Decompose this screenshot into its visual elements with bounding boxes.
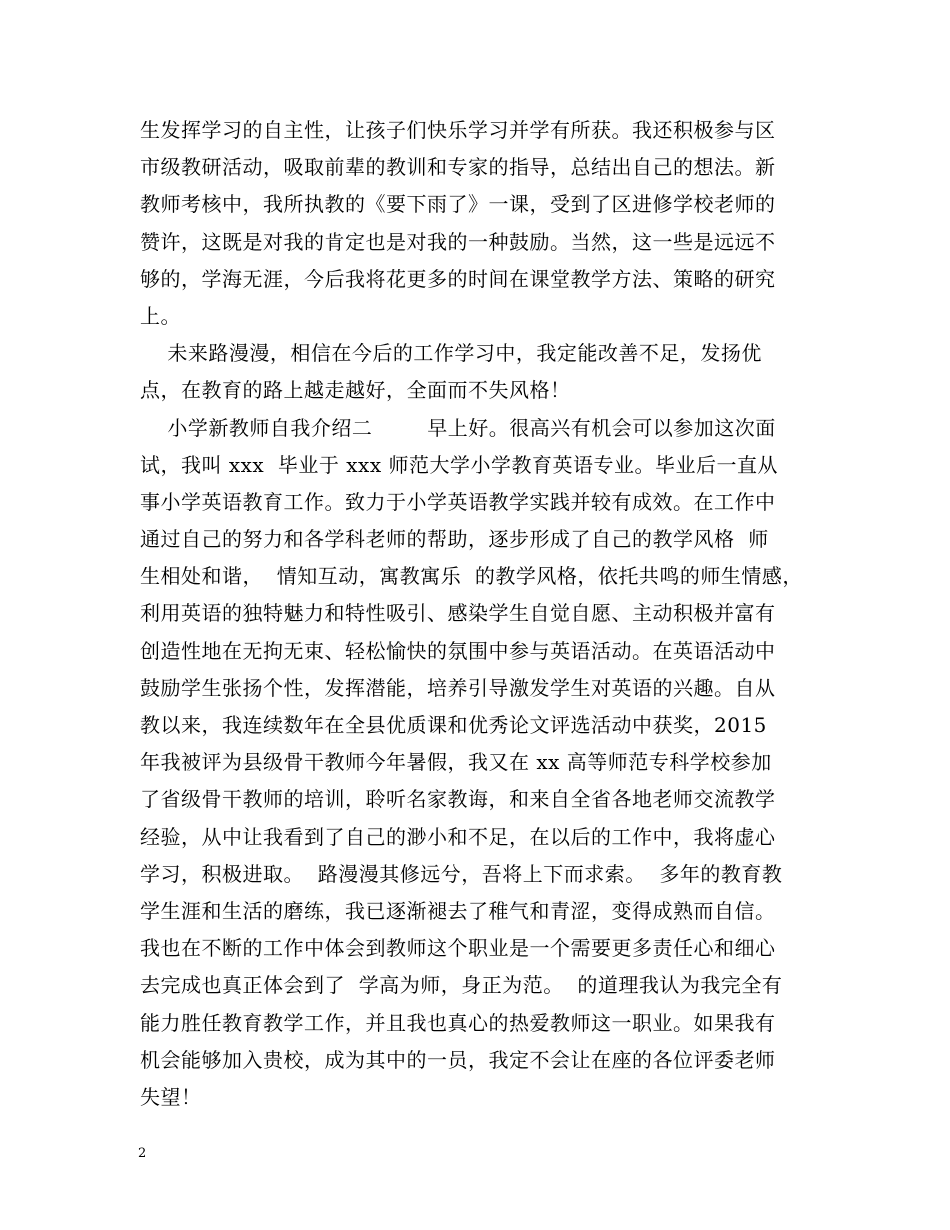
text-line: 小学新教师自我介绍二 早上好。很高兴有机会可以参加这次面 (140, 415, 776, 440)
text-line: 去完成也真正体会到了 学高为师，身正为范。 的道理我认为我完全有 (140, 973, 783, 998)
text-line: 学生涯和生活的磨练，我已逐渐褪去了稚气和青涩，变得成熟而自信。 (140, 898, 776, 923)
text-line: 生相处和谐， 情知互动，寓教寓乐 的教学风格，依托共鸣的师生情感， (140, 564, 803, 589)
text-line: 通过自己的努力和各学科老师的帮助，逐步形成了自己的教学风格 师 (140, 527, 769, 552)
text-line: 机会能够加入贵校，成为其中的一员，我定不会让在座的各位评委老师 (140, 1047, 776, 1072)
page-number: 2 (138, 1146, 147, 1161)
text-line: 上。 (140, 303, 181, 328)
text-line: 创造性地在无拘无束、轻松愉快的氛围中参与英语活动。在英语活动中 (140, 638, 776, 663)
text-line: 了省级骨干教师的培训，聆听名家教诲，和来自全省各地老师交流教学 (140, 787, 776, 812)
text-line: 利用英语的独特魅力和特性吸引、感染学生自觉自愿、主动积极并富有 (140, 601, 776, 626)
text-line: 能力胜任教育教学工作，并且我也真心的热爱教师这一职业。如果我有 (140, 1010, 776, 1035)
text-line: 试，我叫 xxx 毕业于 xxx 师范大学小学教育英语专业。毕业后一直从 (140, 452, 778, 477)
text-line: 事小学英语教育工作。致力于小学英语教学实践并较有成效。在工作中 (140, 489, 776, 514)
text-line: 未来路漫漫，相信在今后的工作学习中，我定能改善不足，发扬优 (140, 341, 762, 366)
text-line: 赞许，这既是对我的肯定也是对我的一种鼓励。当然，这一些是远远不 (140, 229, 776, 254)
text-line: 教以来，我连续数年在全县优质课和优秀论文评选活动中获奖，2015 (140, 713, 767, 737)
text-line: 教师考核中，我所执教的《要下雨了》一课，受到了区进修学校老师的 (140, 192, 776, 217)
text-line: 学习，积极进取。 路漫漫其修远兮，吾将上下而求索。 多年的教育教 (140, 861, 783, 886)
text-line: 生发挥学习的自主性，让孩子们快乐学习并学有所获。我还积极参与区 (140, 118, 776, 142)
text-line: 我也在不断的工作中体会到教师这个职业是一个需要更多责任心和细心 (140, 936, 776, 961)
text-line: 鼓励学生张扬个性，发挥潜能，培养引导激发学生对英语的兴趣。自从 (140, 675, 776, 700)
text-line: 点，在教育的路上越走越好，全面而不失风格！ (140, 378, 571, 403)
body-text (140, 112, 830, 1116)
text-line: 失望！ (140, 1084, 202, 1109)
text-line: 市级教研活动，吸取前辈的教训和专家的指导，总结出自己的想法。新 (140, 155, 776, 180)
text-line: 经验，从中让我看到了自己的渺小和不足，在以后的工作中，我将虚心 (140, 824, 776, 849)
text-line: 够的，学海无涯，今后我将花更多的时间在课堂教学方法、策略的研究 (140, 266, 776, 291)
text-line: 年我被评为县级骨干教师今年暑假，我又在 xx 高等师范专科学校参加 (140, 750, 772, 775)
